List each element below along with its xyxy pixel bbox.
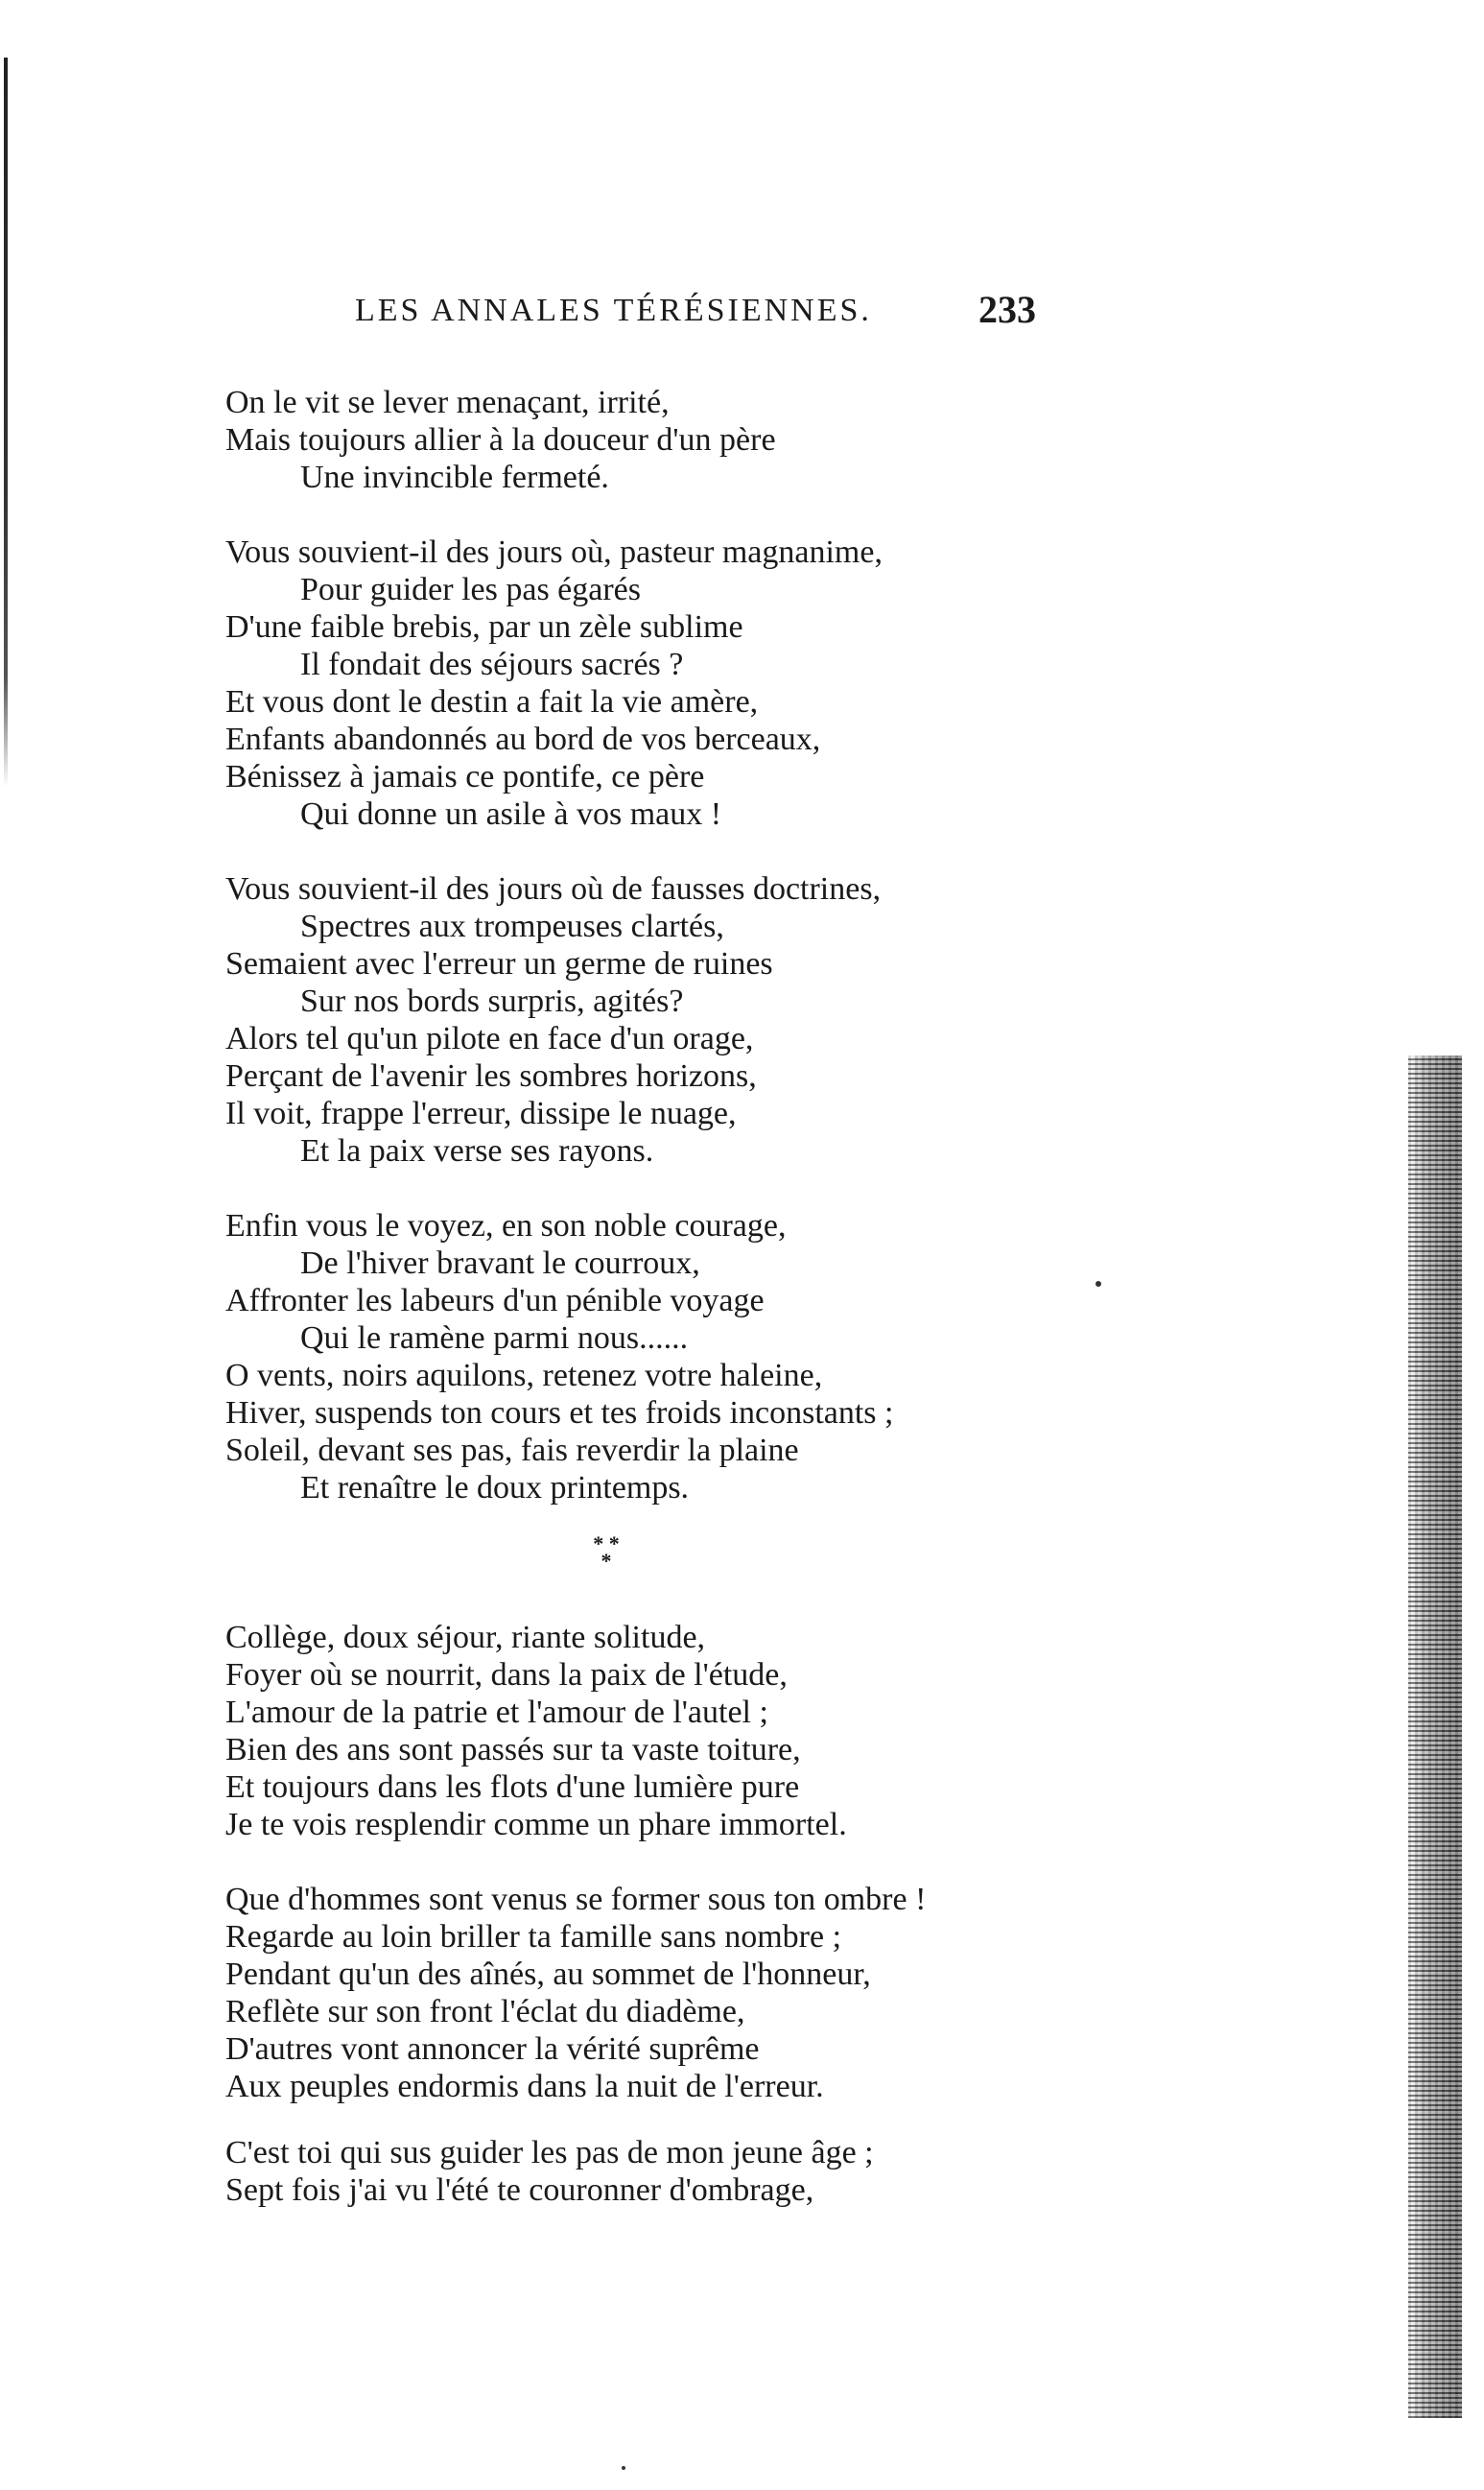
- stanza: [225, 1619, 1377, 1843]
- verse-line: Que d'hommes sont venus se former sous ton ombre !: [225, 1882, 927, 1917]
- verse-line: Aux peuples endormis dans la nuit de l'erreur.: [225, 2069, 824, 2104]
- ornament-bottom: *: [601, 1549, 612, 1573]
- stanza: [225, 2134, 1377, 2209]
- verse-line: Et renaître le doux printemps.: [300, 1470, 690, 1506]
- verse-line: Vous souvient-il des jours où de fausses doctrines,: [225, 871, 882, 907]
- stanza-gap: [225, 833, 1377, 870]
- stanza: [225, 1207, 1377, 1506]
- stanza: [225, 870, 1377, 1170]
- verse-line: Une invincible fermeté.: [300, 460, 609, 495]
- running-title: LES ANNALES TÉRÉSIENNES.: [355, 293, 872, 328]
- verse-line: Hiver, suspends ton cours et tes froids inconstants ;: [225, 1395, 894, 1431]
- verse-line: Il voit, frappe l'erreur, dissipe le nuage,: [225, 1096, 737, 1131]
- verse-line: Affronter les labeurs d'un pénible voyage: [225, 1283, 765, 1318]
- verse-line: D'autres vont annoncer la vérité suprême: [225, 2031, 760, 2067]
- verse-line: Il fondait des séjours sacrés ?: [300, 647, 684, 682]
- verse-line: Qui donne un asile à vos maux !: [300, 796, 722, 832]
- speck: [622, 2466, 625, 2470]
- stanza-gap: [225, 2105, 1377, 2134]
- running-head: [355, 288, 1036, 341]
- verse-line: Regarde au loin briller ta famille sans nombre ;: [225, 1919, 842, 1955]
- stanza: [225, 1881, 1377, 2105]
- verse-line: Et toujours dans les flots d'une lumière pure: [225, 1769, 800, 1805]
- stanza: [225, 384, 1377, 496]
- verse-line: Foyer où se nourrit, dans la paix de l'étude,: [225, 1657, 788, 1693]
- stanza-gap: [225, 1843, 1377, 1881]
- verse-line: C'est toi qui sus guider les pas de mon jeune âge ;: [225, 2135, 874, 2170]
- page-number: 233: [978, 288, 1036, 331]
- stanza: [225, 534, 1377, 833]
- verse-line: Reflète sur son front l'éclat du diadème,: [225, 1994, 745, 2029]
- verse-line: Enfin vous le voyez, en son noble courage,: [225, 1208, 787, 1244]
- verse-line: Vous souvient-il des jours où, pasteur magnanime,: [225, 534, 883, 570]
- stanza-gap: [225, 1170, 1377, 1207]
- verse-line: Collège, doux séjour, riante solitude,: [225, 1620, 706, 1655]
- stanza-gap: [225, 496, 1377, 534]
- ornament-top: * *: [593, 1531, 620, 1555]
- verse-line: Sept fois j'ai vu l'été te couronner d'ombrage,: [225, 2172, 814, 2208]
- verse-line: Et la paix verse ses rayons.: [300, 1133, 654, 1169]
- verse-line: Et vous dont le destin a fait la vie amère,: [225, 684, 759, 720]
- verse-line: Spectres aux trompeuses clartés,: [300, 909, 724, 944]
- verse-line: Alors tel qu'un pilote en face d'un orage,: [225, 1021, 754, 1056]
- verse-line: Bien des ans sont passés sur ta vaste toiture,: [225, 1732, 801, 1767]
- verse-line: Bénissez à jamais ce pontife, ce père: [225, 759, 705, 794]
- verse-line: Enfants abandonnés au bord de vos berceaux,: [225, 722, 821, 757]
- verse-line: De l'hiver bravant le courroux,: [300, 1245, 700, 1281]
- scan-edge-left: [4, 58, 8, 787]
- verse-line: Sur nos bords surpris, agités?: [300, 984, 684, 1019]
- verse-line: Semaient avec l'erreur un germe de ruines: [225, 946, 773, 982]
- scan-edge-right: [1408, 1055, 1462, 2418]
- verse-line: D'une faible brebis, par un zèle sublime: [225, 609, 743, 645]
- verse-line: Pour guider les pas égarés: [300, 572, 642, 607]
- stanza-gap: [225, 1506, 1377, 1619]
- verse-line: Soleil, devant ses pas, fais reverdir la plaine: [225, 1433, 799, 1468]
- verse-line: L'amour de la patrie et l'amour de l'autel ;: [225, 1695, 768, 1730]
- verse-line: Je te vois resplendir comme un phare immortel.: [225, 1807, 847, 1842]
- verse-line: Mais toujours allier à la douceur d'un père: [225, 422, 776, 458]
- verse-line: Qui le ramène parmi nous......: [300, 1320, 689, 1356]
- section-ornament: [587, 1531, 625, 1574]
- verse-line: Pendant qu'un des aînés, au sommet de l'honneur,: [225, 1956, 871, 1992]
- verse-line: Perçant de l'avenir les sombres horizons,: [225, 1058, 757, 1094]
- verse-line: O vents, noirs aquilons, retenez votre haleine,: [225, 1358, 823, 1393]
- verse-line: On le vit se lever menaçant, irrité,: [225, 385, 670, 420]
- poem-text: [225, 384, 1377, 2209]
